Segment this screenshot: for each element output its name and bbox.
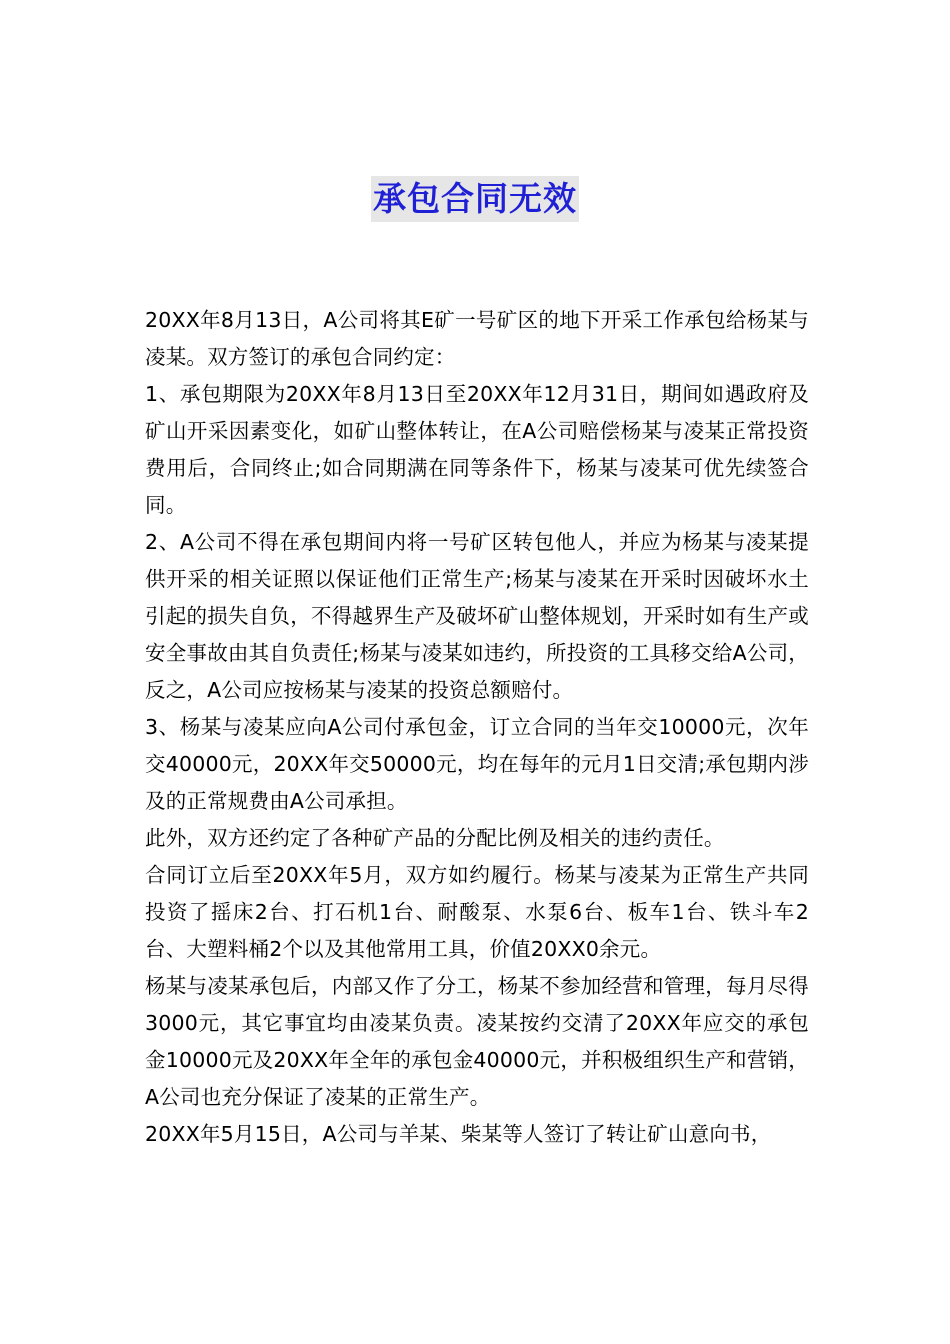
paragraph-clause-1: 1、承包期限为20XX年8月13日至20XX年12月31日，期间如遇政府及矿山开采因素变化，如矿山整体转让，在A公司赔偿杨某与凌某正常投资费用后，合同终止;如合同期满在同等条件下，杨某与凌某可优先续签合同。 (145, 382, 809, 517)
paragraph-transfer: 20XX年5月15日，A公司与羊某、柴某等人签订了转让矿山意向书， (145, 1122, 772, 1146)
paragraph-intro: 20XX年8月13日，A公司将其E矿一号矿区的地下开采工作承包给杨某与凌某。双方签订的承包合同约定： (145, 308, 809, 369)
paragraph-division: 杨某与凌某承包后，内部又作了分工，杨某不参加经营和管理，每月尽得3000元，其它事宜均由凌某负责。凌某按约交清了20XX年应交的承包金10000元及20XX年全年的承包金40000元，并积极组织生产和营销，A公司也充分保证了凌某的正常生产。 (145, 974, 809, 1109)
document-body (145, 302, 809, 1153)
title-container (0, 176, 950, 222)
paragraph-additional: 此外，双方还约定了各种矿产品的分配比例及相关的违约责任。 (145, 826, 725, 850)
paragraph-performance: 合同订立后至20XX年5月，双方如约履行。杨某与凌某为正常生产共同投资了摇床2台、打石机1台、耐酸泵、水泵6台、板车1台、铁斗车2台、大塑料桶2个以及其他常用工具，价值20XX0余元。 (145, 863, 809, 961)
paragraph-clause-3: 3、杨某与凌某应向A公司付承包金，订立合同的当年交10000元，次年交40000元，20XX年交50000元，均在每年的元月1日交清;承包期内涉及的正常规费由A公司承担。 (145, 715, 809, 813)
paragraph-clause-2: 2、A公司不得在承包期间内将一号矿区转包他人，并应为杨某与凌某提供开采的相关证照以保证他们正常生产;杨某与凌某在开采时因破坏水土引起的损失自负，不得越界生产及破坏矿山整体规划，开采时如有生产或安全事故由其自负责任;杨某与凌某如违约，所投资的工具移交给A公司，反之，A公司应按杨某与凌某的投资总额赔付。 (145, 530, 809, 702)
document-title: 承包合同无效 (371, 176, 579, 222)
